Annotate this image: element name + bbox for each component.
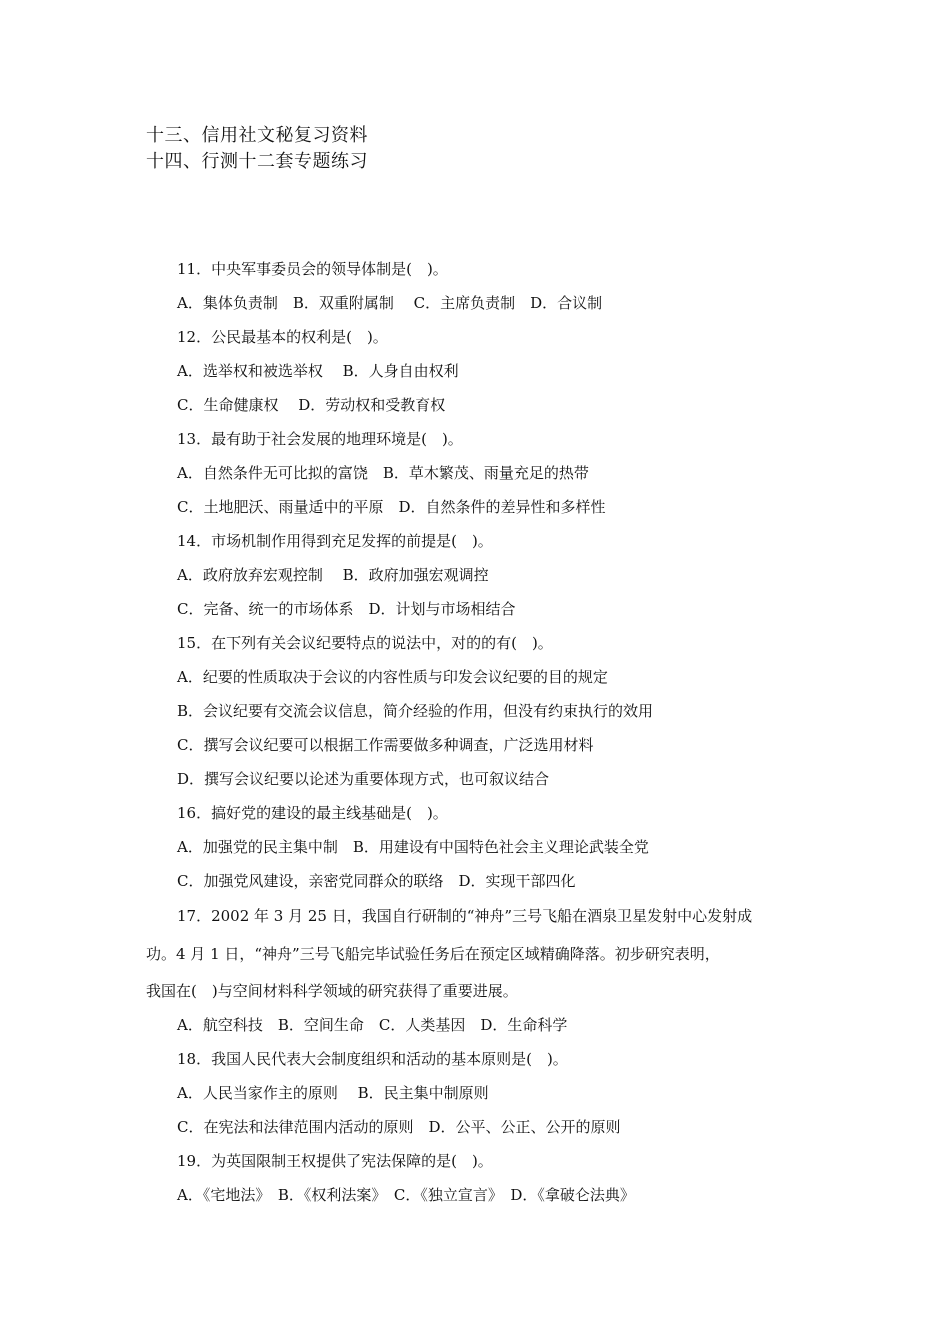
options-18-a: A．人民当家作主的原则 B．民主集中制原则 — [177, 1084, 489, 1102]
options-14-b: C．完备、统一的市场体系 D．计划与市场相结合 — [177, 600, 516, 618]
option-15-b: B．会议纪要有交流会议信息，简介经验的作用，但没有约束执行的效用 — [177, 702, 654, 720]
options-16-b: C．加强党风建设，亲密党同群众的联络 D．实现干部四化 — [177, 872, 576, 890]
question-17-line-3: 我国在( )与空间材料科学领域的研究获得了重要进展。 — [146, 982, 518, 1000]
heading-14: 十四、行测十二套专题练习 — [146, 151, 368, 172]
question-13: 13．最有助于社会发展的地理环境是( )。 — [177, 430, 463, 448]
question-12: 12．公民最基本的权利是( )。 — [177, 328, 388, 346]
question-11: 11．中央军事委员会的领导体制是( )。 — [177, 260, 448, 278]
options-19: A．《宅地法》 B．《权利法案》 C．《独立宣言》 D．《拿破仑法典》 — [177, 1186, 635, 1204]
option-15-d: D．撰写会议纪要以论述为重要体现方式，也可叙议结合 — [177, 770, 550, 788]
question-17-line-1: 17．2002 年 3 月 25 日，我国自行研制的“神舟”三号飞船在酒泉卫星发射中心发射成 — [177, 907, 753, 925]
question-14: 14．市场机制作用得到充足发挥的前提是( )。 — [177, 532, 493, 550]
options-12-b: C．生命健康权 D．劳动权和受教育权 — [177, 396, 446, 414]
options-18-b: C．在宪法和法律范围内活动的原则 D．公平、公正、公开的原则 — [177, 1118, 621, 1136]
question-17-line-2: 功。4 月 1 日，“神舟”三号飞船完毕试验任务后在预定区域精确降落。初步研究表明， — [146, 945, 720, 963]
question-15: 15．在下列有关会议纪要特点的说法中，对的的有( )。 — [177, 634, 553, 652]
option-15-c: C．撰写会议纪要可以根据工作需要做多种调查，广泛选用材料 — [177, 736, 594, 754]
question-16: 16．搞好党的建设的最主线基础是( )。 — [177, 804, 448, 822]
question-18: 18．我国人民代表大会制度组织和活动的基本原则是( )。 — [177, 1050, 568, 1068]
options-14-a: A．政府放弃宏观控制 B．政府加强宏观调控 — [177, 566, 489, 584]
options-11: A．集体负责制 B．双重附属制 C．主席负责制 D．合议制 — [177, 294, 603, 312]
option-15-a: A．纪要的性质取决于会议的内容性质与印发会议纪要的目的规定 — [177, 668, 608, 686]
options-13-b: C．土地肥沃、雨量适中的平原 D．自然条件的差异性和多样性 — [177, 498, 606, 516]
options-17: A．航空科技 B．空间生命 C．人类基因 D．生命科学 — [177, 1016, 568, 1034]
options-13-a: A．自然条件无可比拟的富饶 B．草木繁茂、雨量充足的热带 — [177, 464, 589, 482]
options-12-a: A．选举权和被选举权 B．人身自由权利 — [177, 362, 459, 380]
options-16-a: A．加强党的民主集中制 B．用建设有中国特色社会主义理论武装全党 — [177, 838, 649, 856]
question-19: 19．为英国限制王权提供了宪法保障的是( )。 — [177, 1152, 493, 1170]
heading-13: 十三、信用社文秘复习资料 — [146, 125, 368, 146]
